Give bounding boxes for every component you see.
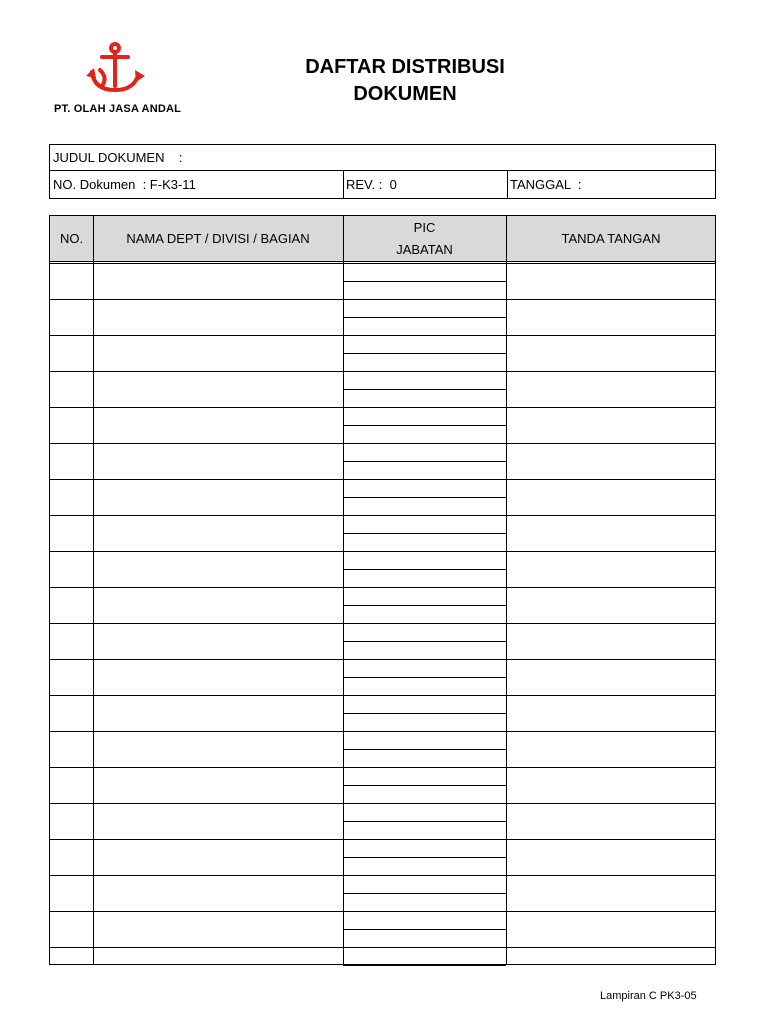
header-jabatan: JABATAN bbox=[396, 242, 453, 257]
pic-jabatan-divider bbox=[343, 605, 506, 606]
company-logo-anchor-icon bbox=[82, 42, 148, 98]
pic-jabatan-divider bbox=[343, 749, 506, 750]
table-header bbox=[50, 216, 715, 261]
table-body bbox=[50, 263, 715, 964]
table-row[interactable] bbox=[50, 731, 715, 767]
rev-field[interactable]: REV. : 0 bbox=[346, 177, 397, 192]
table-row[interactable] bbox=[50, 947, 715, 983]
table-row[interactable] bbox=[50, 551, 715, 587]
table-row[interactable] bbox=[50, 767, 715, 803]
pic-jabatan-divider bbox=[343, 317, 506, 318]
table-row[interactable] bbox=[50, 911, 715, 947]
title-line-2: DOKUMEN bbox=[353, 83, 457, 105]
title-line-1: DAFTAR DISTRIBUSI bbox=[305, 56, 505, 78]
pic-jabatan-divider bbox=[343, 281, 506, 282]
info-row-title bbox=[50, 145, 715, 171]
pic-jabatan-divider bbox=[343, 641, 506, 642]
pic-jabatan-divider bbox=[343, 389, 506, 390]
column-divider bbox=[93, 216, 94, 964]
pic-jabatan-divider bbox=[343, 353, 506, 354]
pic-jabatan-divider bbox=[343, 785, 506, 786]
table-row[interactable] bbox=[50, 263, 715, 299]
pic-jabatan-divider bbox=[343, 965, 506, 966]
no-dokumen-field[interactable]: NO. Dokumen : F-K3-11 bbox=[53, 177, 196, 192]
pic-jabatan-divider bbox=[343, 893, 506, 894]
table-row[interactable] bbox=[50, 659, 715, 695]
document-info-box bbox=[49, 144, 716, 199]
tanggal-field[interactable]: TANGGAL : bbox=[510, 177, 582, 192]
column-divider bbox=[506, 216, 507, 964]
company-name: PT. OLAH JASA ANDAL bbox=[54, 103, 182, 115]
table-row[interactable] bbox=[50, 479, 715, 515]
column-divider bbox=[343, 216, 344, 964]
header-nama-dept: NAMA DEPT / DIVISI / BAGIAN bbox=[126, 231, 310, 246]
table-row[interactable] bbox=[50, 515, 715, 551]
table-row[interactable] bbox=[50, 695, 715, 731]
judul-dokumen-field[interactable]: JUDUL DOKUMEN : bbox=[53, 150, 183, 165]
table-row[interactable] bbox=[50, 335, 715, 371]
table-row[interactable] bbox=[50, 839, 715, 875]
header-divider bbox=[50, 261, 715, 262]
header-pic: PIC bbox=[413, 220, 436, 235]
pic-jabatan-divider bbox=[343, 533, 506, 534]
table-row[interactable] bbox=[50, 875, 715, 911]
table-row[interactable] bbox=[50, 803, 715, 839]
pic-jabatan-divider bbox=[343, 821, 506, 822]
table-row[interactable] bbox=[50, 443, 715, 479]
table-row[interactable] bbox=[50, 371, 715, 407]
pic-jabatan-divider bbox=[343, 713, 506, 714]
pic-jabatan-divider bbox=[343, 857, 506, 858]
pic-jabatan-divider bbox=[343, 497, 506, 498]
footer-reference: Lampiran C PK3-05 bbox=[600, 990, 697, 1002]
table-row[interactable] bbox=[50, 407, 715, 443]
table-row[interactable] bbox=[50, 623, 715, 659]
pic-jabatan-divider bbox=[343, 461, 506, 462]
pic-jabatan-divider bbox=[343, 929, 506, 930]
header-no: NO. bbox=[59, 231, 84, 246]
page-title bbox=[250, 54, 560, 108]
pic-jabatan-divider bbox=[343, 425, 506, 426]
pic-jabatan-divider bbox=[343, 569, 506, 570]
table-row[interactable] bbox=[50, 587, 715, 623]
table-row[interactable] bbox=[50, 299, 715, 335]
header-tanda-tangan: TANDA TANGAN bbox=[561, 231, 661, 246]
distribution-table bbox=[49, 215, 716, 965]
pic-jabatan-divider bbox=[343, 677, 506, 678]
